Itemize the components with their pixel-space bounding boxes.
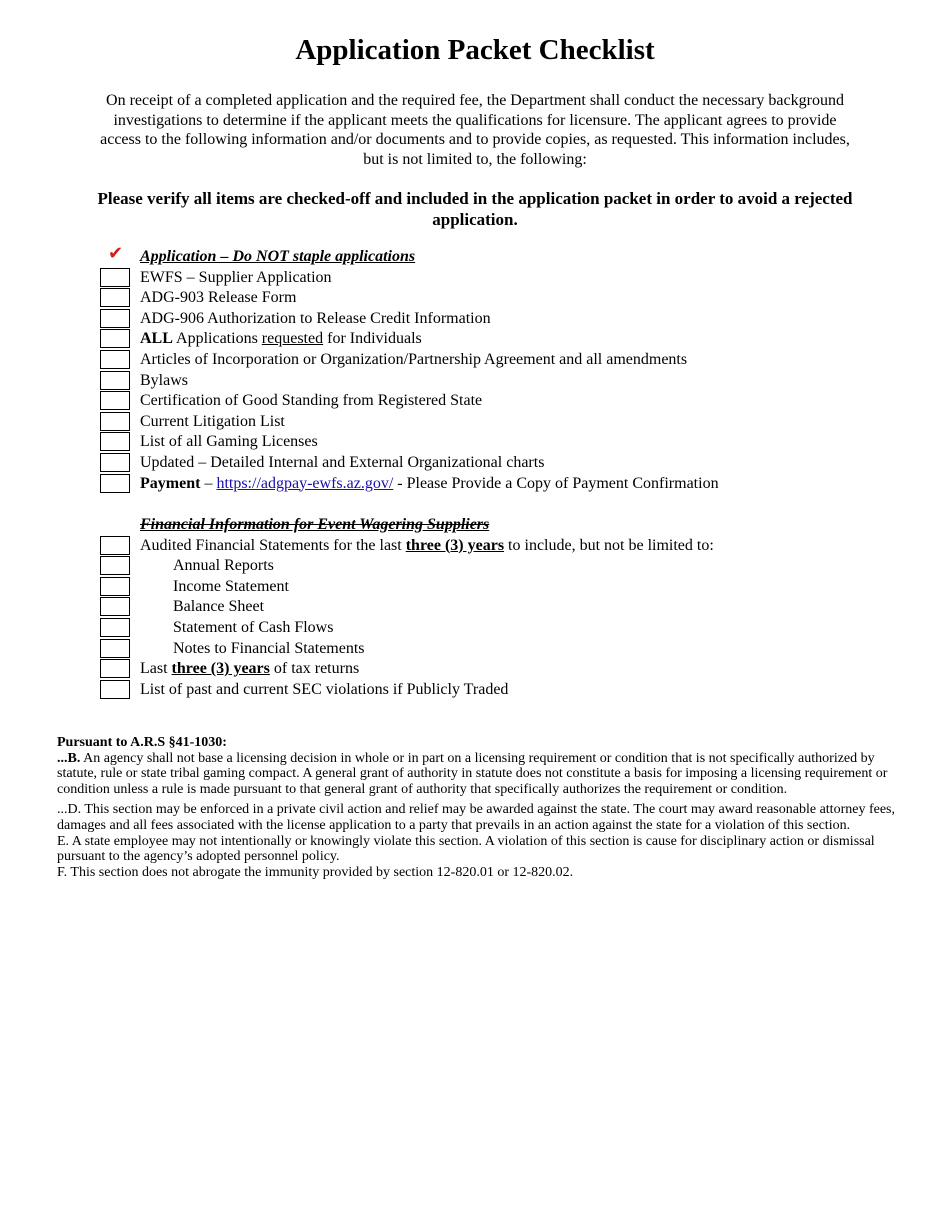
checklist-item <box>100 309 880 330</box>
checkbox[interactable] <box>100 309 130 328</box>
item-label: Notes to Financial Statements <box>173 639 365 657</box>
checklist-item <box>100 577 880 598</box>
checklist-item <box>100 412 880 433</box>
item-label: Updated – Detailed Internal and External Organizational charts <box>140 453 545 471</box>
item-label-bold: Payment <box>140 474 201 492</box>
checkbox[interactable] <box>100 474 130 493</box>
item-label: ADG-906 Authorization to Release Credit Information <box>140 309 491 327</box>
checklist-item <box>100 659 880 680</box>
checklist-item <box>100 350 880 371</box>
item-label-underlined: requested <box>261 330 324 348</box>
checkbox[interactable] <box>100 659 130 678</box>
item-label: Balance Sheet <box>173 598 265 616</box>
checkbox[interactable] <box>100 577 130 596</box>
legal-paragraph-d: ...D. This section may be enforced in a private civil action and relief may be awarded against the state. The court may award reasonable attorney fees, damages and all fees associated with the license application to a party that prevails in an action against the state for a violation of this section. <box>57 802 895 833</box>
legal-section <box>57 735 907 880</box>
verification-notice: Please verify all items are checked-off and included in the application packet in order to avoid a rejected application. <box>97 189 853 229</box>
checkbox[interactable] <box>100 597 130 616</box>
checkbox[interactable] <box>100 391 130 410</box>
item-label-part: Audited Financial Statements for the last <box>140 536 402 554</box>
checkbox[interactable] <box>100 432 130 451</box>
section-header-row <box>100 515 880 536</box>
checklist-item <box>100 329 880 350</box>
checklist-item <box>100 288 880 309</box>
checkbox[interactable] <box>100 536 130 555</box>
checkbox[interactable] <box>100 618 130 637</box>
item-label: Annual Reports <box>173 557 274 575</box>
item-label-part: Applications <box>176 330 258 348</box>
legal-paragraph-e: E. A state employee may not intentionally or knowingly violate this section. A violation of this section is cause for disciplinary action or dismissal pursuant to the agency’s adopted personnel policy. <box>57 833 875 865</box>
checkbox[interactable] <box>100 288 130 307</box>
checklist-item <box>100 371 880 392</box>
item-label <box>140 474 719 495</box>
checkmark-icon: ✔ <box>108 243 124 264</box>
checklist-item <box>100 639 880 660</box>
checklist-item <box>100 680 880 701</box>
section-header-financial: Financial Information for Event Wagering Suppliers <box>140 516 490 533</box>
checklist-item <box>100 453 880 474</box>
section-header-application: Application – Do NOT staple applications <box>140 248 416 265</box>
item-label <box>140 329 422 350</box>
checklist-item <box>100 268 880 289</box>
checklist-item <box>100 474 880 495</box>
item-label <box>140 659 359 680</box>
checkbox[interactable] <box>100 412 130 431</box>
item-label-part: for Individuals <box>327 330 422 348</box>
checklist-item <box>100 556 880 577</box>
item-label-part: - Please Provide a Copy of Payment Confirmation <box>397 474 719 492</box>
item-label <box>140 536 714 557</box>
legal-paragraph-b <box>57 751 907 798</box>
checklist-item <box>100 618 880 639</box>
application-checklist <box>100 243 880 494</box>
item-label: List of past and current SEC violations if Publicly Traded <box>140 680 509 698</box>
checklist-item <box>100 432 880 453</box>
checklist-item <box>100 391 880 412</box>
item-label-emphasis: three (3) years <box>171 660 270 678</box>
checkbox[interactable] <box>100 350 130 369</box>
item-label: Income Statement <box>173 577 289 595</box>
financial-checklist <box>100 515 880 700</box>
item-label: Articles of Incorporation or Organization/Partnership Agreement and all amendments <box>140 350 688 368</box>
item-label-dash: – <box>204 474 213 492</box>
checkbox[interactable] <box>100 329 130 348</box>
checkbox[interactable] <box>100 371 130 390</box>
checkbox[interactable] <box>100 268 130 287</box>
item-label-bold: ALL <box>140 330 173 348</box>
checkbox[interactable] <box>100 680 130 699</box>
item-label: EWFS – Supplier Application <box>140 268 332 286</box>
checklist-item <box>100 536 880 557</box>
intro-paragraph: On receipt of a completed application and the required fee, the Department shall conduct the necessary background investigations to determine if the applicant meets the qualifications for licensure. The applicant agrees to provide access to the following information and/or documents and to provide copies, as requested. This information includes, but is not limited to, the following: <box>100 92 850 168</box>
item-label-part: Last <box>140 660 168 678</box>
legal-paragraph-f: F. This section does not abrogate the immunity provided by section 12-820.01 or 12-820.02. <box>57 864 574 880</box>
item-label-part: to include, but not be limited to: <box>508 536 714 554</box>
checklist-item <box>100 597 880 618</box>
item-label: Current Litigation List <box>140 412 285 430</box>
item-label-part: of tax returns <box>273 660 360 678</box>
checkbox[interactable] <box>100 639 130 658</box>
item-label: Statement of Cash Flows <box>173 618 334 636</box>
item-label: Bylaws <box>140 371 188 389</box>
checkbox[interactable] <box>100 556 130 575</box>
legal-text: An agency shall not base a licensing decision in whole or in part on a licensing requirement or condition that is not specifically authorized by statute, rule or state tribal gaming compact. A general grant of authority in statute does not constitute a basis for imposing a licensing requirement or condition unless a rule is made pursuant to that general grant of authority that specifically authorizes the requirement or condition. <box>57 750 888 797</box>
payment-link[interactable]: https://adgpay-ewfs.az.gov/ <box>216 474 394 492</box>
item-label: ADG-903 Release Form <box>140 289 297 307</box>
checkbox[interactable] <box>100 453 130 472</box>
item-label-emphasis: three (3) years <box>405 536 505 554</box>
legal-prefix: ...B. <box>57 750 81 766</box>
item-label: List of all Gaming Licenses <box>140 433 318 451</box>
section-header-row <box>100 243 880 268</box>
legal-heading: Pursuant to A.R.S §41-1030: <box>57 735 227 750</box>
item-label: Certification of Good Standing from Registered State <box>140 392 483 410</box>
page-title: Application Packet Checklist <box>295 34 655 66</box>
